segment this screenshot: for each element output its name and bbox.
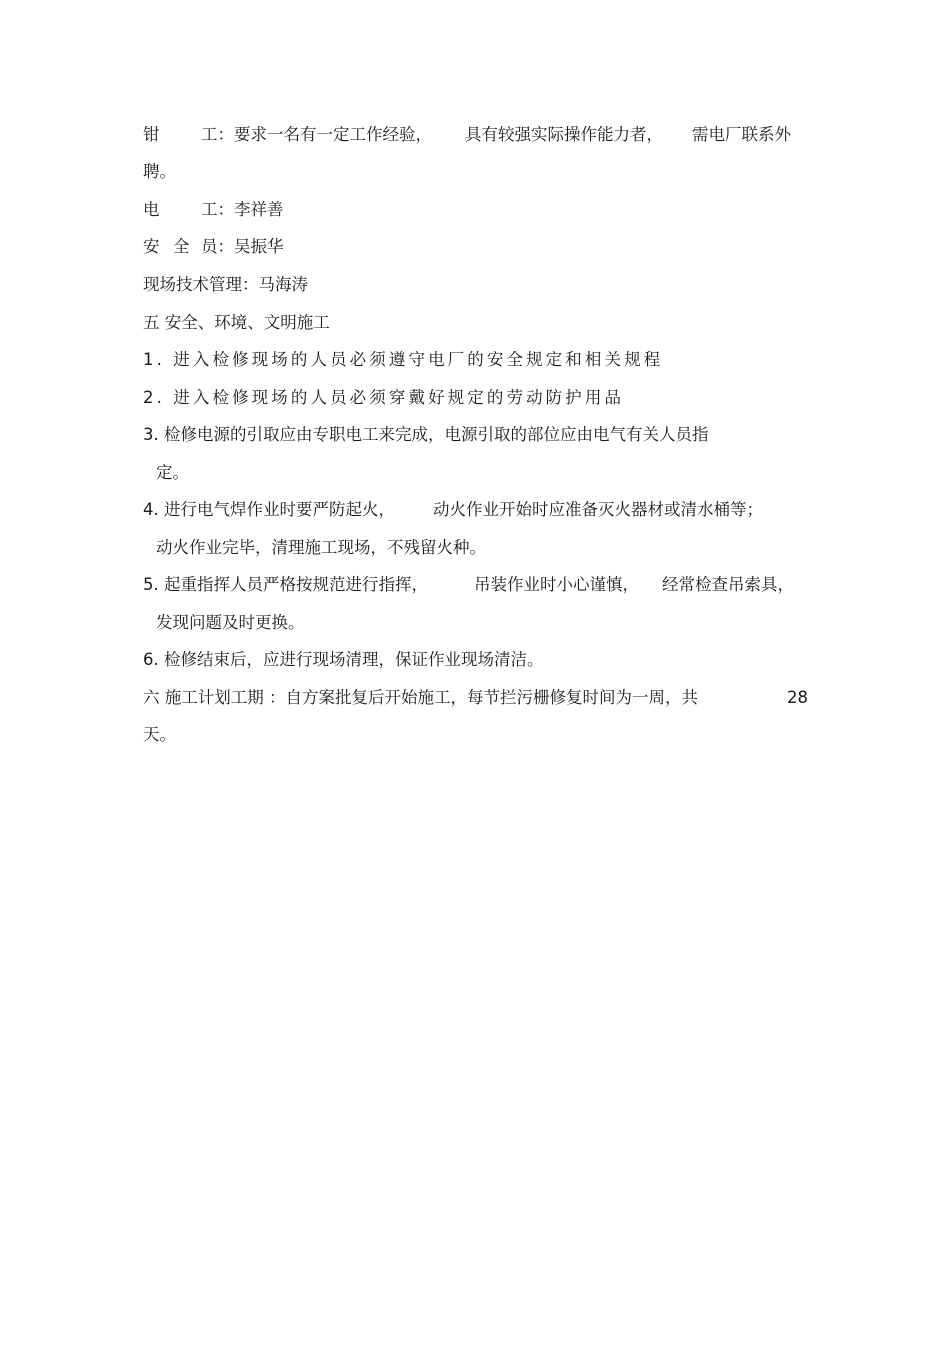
fitter-requirement: 工：要求一名有一定工作经验， — [201, 125, 432, 144]
safety-officer-label-2: 全 — [173, 237, 190, 256]
rule-1: 1. 进入检修现场的人员必须遵守电厂的安全规定和相关规程 — [143, 350, 664, 369]
section-six-schedule: 六 施工计划工期 ：自方案批复后开始施工，每节拦污栅修复时间为一周，共 — [143, 688, 698, 707]
safety-officer-label-1: 安 — [143, 237, 160, 256]
section-five-heading: 五 安全、环境、文明施工 — [143, 313, 330, 332]
tech-manager: 现场技术管理：马海涛 — [143, 275, 308, 294]
rule-5-cont: 发现问题及时更换。 — [156, 613, 305, 632]
fitter-requirement-cont: 聘。 — [143, 162, 176, 181]
rule-4: 4. 进行电气焊作业时要严防起火， — [143, 500, 395, 519]
rule-5-part-2: 吊装作业时小心谨慎， — [474, 575, 639, 594]
electrician-name: 工：李祥善 — [201, 200, 284, 219]
rule-2: 2. 进入检修现场的人员必须穿戴好规定的劳动防护用品 — [143, 388, 625, 407]
fitter-requirement-hire: 需电厂联系外 — [692, 125, 791, 144]
fitter-requirement-skill: 具有较强实际操作能力者， — [465, 125, 663, 144]
rule-5-part-3: 经常检查吊索具， — [662, 575, 794, 594]
rule-4-part-2: 动火作业开始时应准备灭火器材或清水桶等； — [433, 500, 763, 519]
schedule-days-unit: 天。 — [143, 725, 176, 744]
rule-6: 6. 检修结束后，应进行现场清理，保证作业现场清洁。 — [143, 650, 544, 669]
rule-3-cont: 定。 — [156, 463, 189, 482]
rule-3: 3. 检修电源的引取应由专职电工来完成，电源引取的部位应由电气有关人员指 — [143, 425, 709, 444]
rule-5: 5. 起重指挥人员严格按规范进行指挥， — [143, 575, 428, 594]
safety-officer-name: 员：吴振华 — [201, 237, 284, 256]
fitter-label: 钳 — [143, 125, 160, 144]
electrician-label: 电 — [143, 200, 160, 219]
schedule-days-number: 28 — [787, 688, 808, 707]
rule-4-cont: 动火作业完毕，清理施工现场，不残留火种。 — [156, 538, 486, 557]
